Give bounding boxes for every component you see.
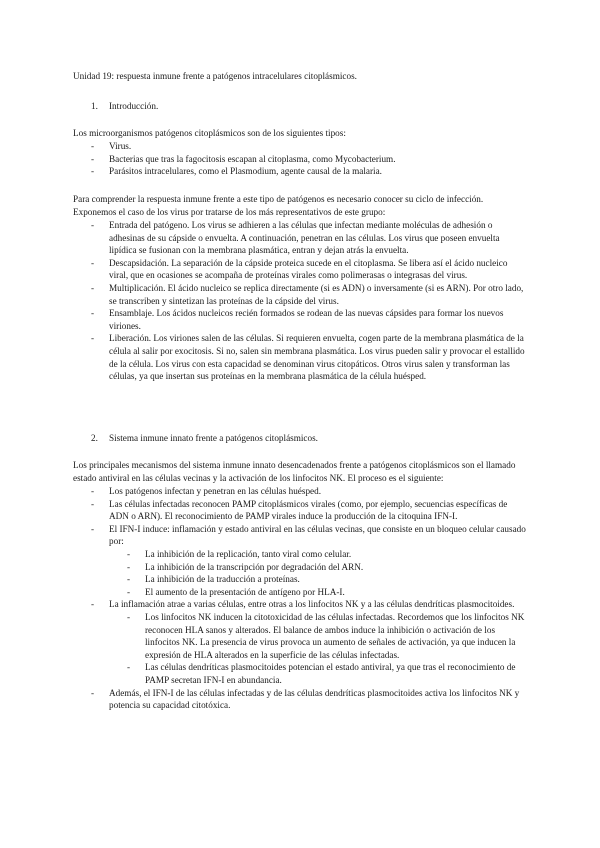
list-item-text: La inhibición de la replicación, tanto viral como celular. bbox=[145, 548, 352, 559]
bullet-dash: - bbox=[91, 308, 95, 319]
bullet-dash: - bbox=[91, 333, 95, 344]
list-item bbox=[0, 219, 528, 257]
list-item bbox=[0, 586, 528, 599]
list-item bbox=[0, 598, 528, 611]
list-item-text: Virus. bbox=[109, 141, 132, 151]
bullet-dash: - bbox=[91, 141, 95, 151]
bullet-dash: - bbox=[127, 574, 131, 585]
bullet-dash: - bbox=[91, 599, 95, 610]
list-item bbox=[0, 257, 528, 282]
list-item bbox=[0, 153, 528, 166]
bullet-dash: - bbox=[91, 523, 95, 534]
cycle-list bbox=[0, 219, 528, 383]
list-item bbox=[0, 661, 528, 686]
list-item-text: Multiplicación. El ácido nucleico se replica directamente (si es ADN) o inversamente (si es ARN). Por otro lado, se transcriben y sintetizan las proteínas de la cápside del virus. bbox=[109, 282, 524, 306]
section-1-title: Introducción. bbox=[109, 101, 159, 111]
list-item-text: Entrada del patógeno. Los virus se adhieren a las células que infectan mediante moléculas de adhesión o adhesinas de su cápside o envuelta. A continuación, penetran en las células. Los virus que poseen envuelta lipídica se fusionan con la membrana plasmática, entran y dejan atrás la envuelta. bbox=[109, 220, 500, 256]
bullet-dash: - bbox=[127, 586, 131, 597]
bullet-dash: - bbox=[91, 282, 95, 293]
list-item bbox=[0, 485, 528, 498]
bullet-dash: - bbox=[127, 662, 131, 673]
list-item-text: La inhibición de la transcripción por degradación del ARN. bbox=[145, 561, 364, 572]
list-item-text: Los patógenos infectan y penetran en las células huésped. bbox=[109, 486, 322, 496]
list-item-text: Los linfocitos NK inducen la citotoxicidad de las células infectadas. Recordemos que los linfocitos NK reconocen HLA sanos y alterados. El balance de ambos induce la inhibición o activación de los linfocitos NK. La presencia de virus provoca un aumento de señales de activación, ya que inducen la expresión de HLA alterados en la superficie de las células infectadas. bbox=[145, 611, 525, 660]
intro-list bbox=[0, 140, 528, 178]
list-item bbox=[0, 548, 528, 561]
list-item bbox=[0, 307, 528, 332]
bullet-dash: - bbox=[91, 153, 95, 164]
list-item-text: Las células dendríticas plasmocitoides potencian el estado antiviral, ya que tras el reconocimiento de PAMP secretan IFN-I en abundancia. bbox=[145, 662, 516, 685]
list-item bbox=[0, 332, 528, 382]
bullet-dash: - bbox=[91, 486, 95, 496]
document-title: Unidad 19: respuesta inmune frente a patógenos intracelulares citoplásmicos. bbox=[73, 71, 357, 81]
list-item bbox=[0, 561, 528, 574]
list-item bbox=[0, 165, 528, 178]
bullet-dash: - bbox=[91, 257, 95, 268]
intro-paragraph: Los microorganismos patógenos citoplásmicos son de los siguientes tipos: bbox=[73, 128, 346, 138]
cycle-paragraph: Para comprender la respuesta inmune frente a este tipo de patógenos es necesario conocer su ciclo de infección. Exponemos el caso de los virus por tratarse de los más representativos de este grupo: bbox=[73, 194, 484, 217]
list-item bbox=[0, 687, 528, 712]
bullet-dash: - bbox=[127, 548, 131, 559]
bullet-dash: - bbox=[91, 220, 95, 230]
list-item-text: Ensamblaje. Los ácidos nucleicos recién formados se rodean de las nuevas cápsides para formar los nuevos viriones. bbox=[109, 308, 504, 331]
section-1-number: 1. bbox=[91, 101, 98, 111]
list-item bbox=[0, 282, 528, 307]
list-item-text: Además, el IFN-I de las células infectadas y de las células dendríticas plasmocitoides activa los linfocitos NK y potencia su capacidad citotóxica. bbox=[109, 687, 520, 711]
list-item-text: La inhibición de la traducción a proteínas. bbox=[145, 574, 300, 585]
list-item-text: Liberación. Los viriones salen de las células. Si requieren envuelta, cogen parte de la membrana plasmática de la célula al salir por exocitosis. Si no, salen sin membrana plasmática. Los virus pueden salir y provocar el estallido de la célula. Los virus con esta capacidad se denominan virus citopáticos. Otros virus salen y transforman las células, ya que insertan sus proteínas en la membrana plasmática de la célula huésped. bbox=[109, 333, 525, 382]
list-item-text: El IFN-I induce: inflamación y estado antiviral en las células vecinas, que consiste en un bloqueo celular causado por: bbox=[109, 523, 526, 547]
list-item-text: La inflamación atrae a varias células, entre otras a los linfocitos NK y a las células dendríticas plasmocitoides. bbox=[109, 599, 515, 610]
list-item-text: Descapsidación. La separación de la cápside proteica sucede en el citoplasma. Se libera así el ácido nucleico viral, que en ocasiones se acompaña de proteínas virales como polimerasas o integrasas del virus. bbox=[109, 257, 508, 281]
mechanisms-paragraph: Los principales mecanismos del sistema inmune innato desencadenados frente a patógenos citoplásmicos son el llamado estado antiviral en las células vecinas y la activación de los linfocitos NK. El proceso es el siguiente: bbox=[73, 460, 516, 483]
list-item bbox=[0, 140, 528, 153]
bullet-dash: - bbox=[91, 166, 95, 177]
list-item bbox=[0, 573, 528, 586]
list-item-text: Las células infectadas reconocen PAMP citoplásmicos virales (como, por ejemplo, secuencias específicas de ADN o ARN). El reconocimiento de PAMP virales induce la producción de la citoquina IFN-I. bbox=[109, 498, 508, 522]
section-2-title: Sistema inmune innato frente a patógenos citoplásmicos. bbox=[109, 433, 318, 443]
bullet-dash: - bbox=[91, 687, 95, 698]
bullet-dash: - bbox=[127, 561, 131, 572]
mechanisms-list bbox=[0, 485, 528, 712]
list-item-text: Parásitos intracelulares, como el Plasmodium, agente causal de la malaria. bbox=[109, 166, 382, 177]
list-item-text: El aumento de la presentación de antígeno por HLA-I. bbox=[145, 586, 345, 597]
list-item bbox=[0, 611, 528, 661]
bullet-dash: - bbox=[91, 498, 95, 509]
bullet-dash: - bbox=[127, 611, 131, 622]
list-item-text: Bacterias que tras la fagocitosis escapan al citoplasma, como Mycobacterium. bbox=[109, 153, 396, 164]
list-item bbox=[0, 498, 528, 523]
list-item bbox=[0, 523, 528, 548]
section-2-number: 2. bbox=[91, 433, 98, 443]
